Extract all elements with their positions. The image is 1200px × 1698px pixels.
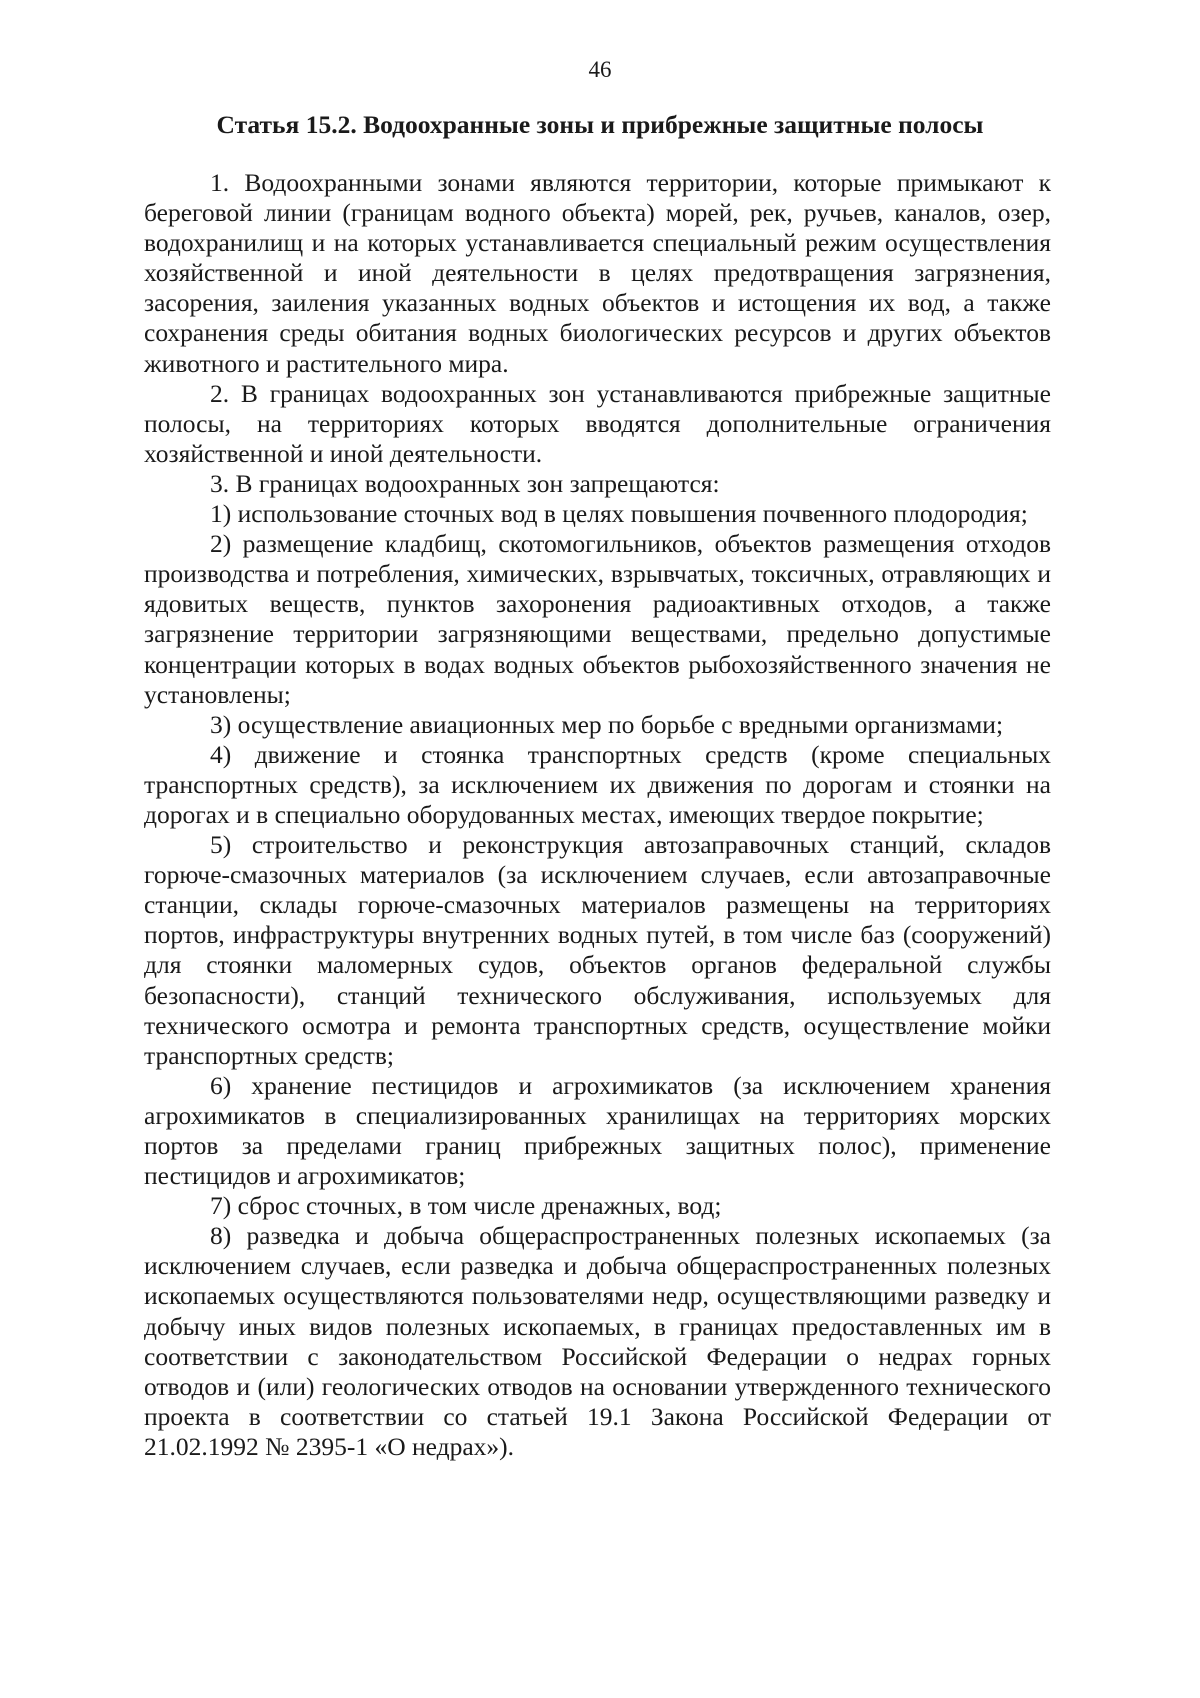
paragraph-2-coastal-protective-strips: 2. В границах водоохранных зон устанавливаются прибрежные защитные полосы, на территориях которых вводятся дополнительные ограничения хозяйственной и иной деятельности. <box>144 378 1051 468</box>
prohibition-item-5: 5) строительство и реконструкция автозаправочных станций, складов горюче-смазочных материалов (за исключением случаев, если автозаправочные станции, склады горюче-смазочных материалов размещены на территориях портов, инфраструктуры внутренних водных путей, в том числе баз (сооружений) для стоянки маломерных судов, объектов органов федеральной службы безопасности), станций технического обслуживания, используемых для технического осмотра и ремонта транспортных средств, осуществление мойки транспортных средств; <box>144 830 1051 1070</box>
prohibition-item-4: 4) движение и стоянка транспортных средств (кроме специальных транспортных средств), за исключением их движения по дорогам и стоянки на дорогах и в специально оборудованных местах, имеющих твердое покрытие; <box>144 739 1051 829</box>
prohibition-item-7: 7) сброс сточных, в том числе дренажных, вод; <box>210 1191 722 1221</box>
paragraph-3-prohibitions-intro: 3. В границах водоохранных зон запрещаются: <box>210 468 720 498</box>
paragraph-1-water-protection-zones-definition: 1. Водоохранными зонами являются территории, которые примыкают к береговой линии (границам водного объекта) морей, рек, ручьев, каналов, озер, водохранилищ и на которых устанавливается специальный режим осуществления хозяйственной и иной деятельности в целях предотвращения загрязнения, засорения, заиления указанных водных объектов и истощения их вод, а также сохранения среды обитания водных биологических ресурсов и других объектов животного и растительного мира. <box>144 168 1051 378</box>
article-body <box>144 168 1051 1462</box>
article-title: Статья 15.2. Водоохранные зоны и прибрежные защитные полосы <box>216 110 984 139</box>
prohibition-item-3: 3) осуществление авиационных мер по борьбе с вредными организмами; <box>210 709 1004 739</box>
page-number: 46 <box>588 57 612 82</box>
prohibition-item-6: 6) хранение пестицидов и агрохимикатов (за исключением хранения агрохимикатов в специализированных хранилищах на территориях морских портов за пределами границ прибрежных защитных полос), применение пестицидов и агрохимикатов; <box>144 1070 1051 1191</box>
prohibition-item-8: 8) разведка и добыча общераспространенных полезных ископаемых (за исключением случаев, если разведка и добыча общераспространенных полезных ископаемых осуществляются пользователями недр, осуществляющими разведку и добычу иных видов полезных ископаемых, в границах предоставленных им в соответствии с законодательством Российской Федерации о недрах горных отводов и (или) геологических отводов на основании утвержденного технического проекта в соответствии со статьей 19.1 Закона Российской Федерации от 21.02.1992 № 2395-1 «О недрах»). <box>144 1221 1051 1461</box>
prohibition-item-2: 2) размещение кладбищ, скотомогильников, объектов размещения отходов производства и потребления, химических, взрывчатых, токсичных, отравляющих и ядовитых веществ, пунктов захоронения радиоактивных отходов, а также загрязнение территории загрязняющими веществами, предельно допустимые концентрации которых в водах водных объектов рыбохозяйственного значения не установлены; <box>144 529 1051 709</box>
prohibition-item-1: 1) использование сточных вод в целях повышения почвенного плодородия; <box>210 499 1028 529</box>
